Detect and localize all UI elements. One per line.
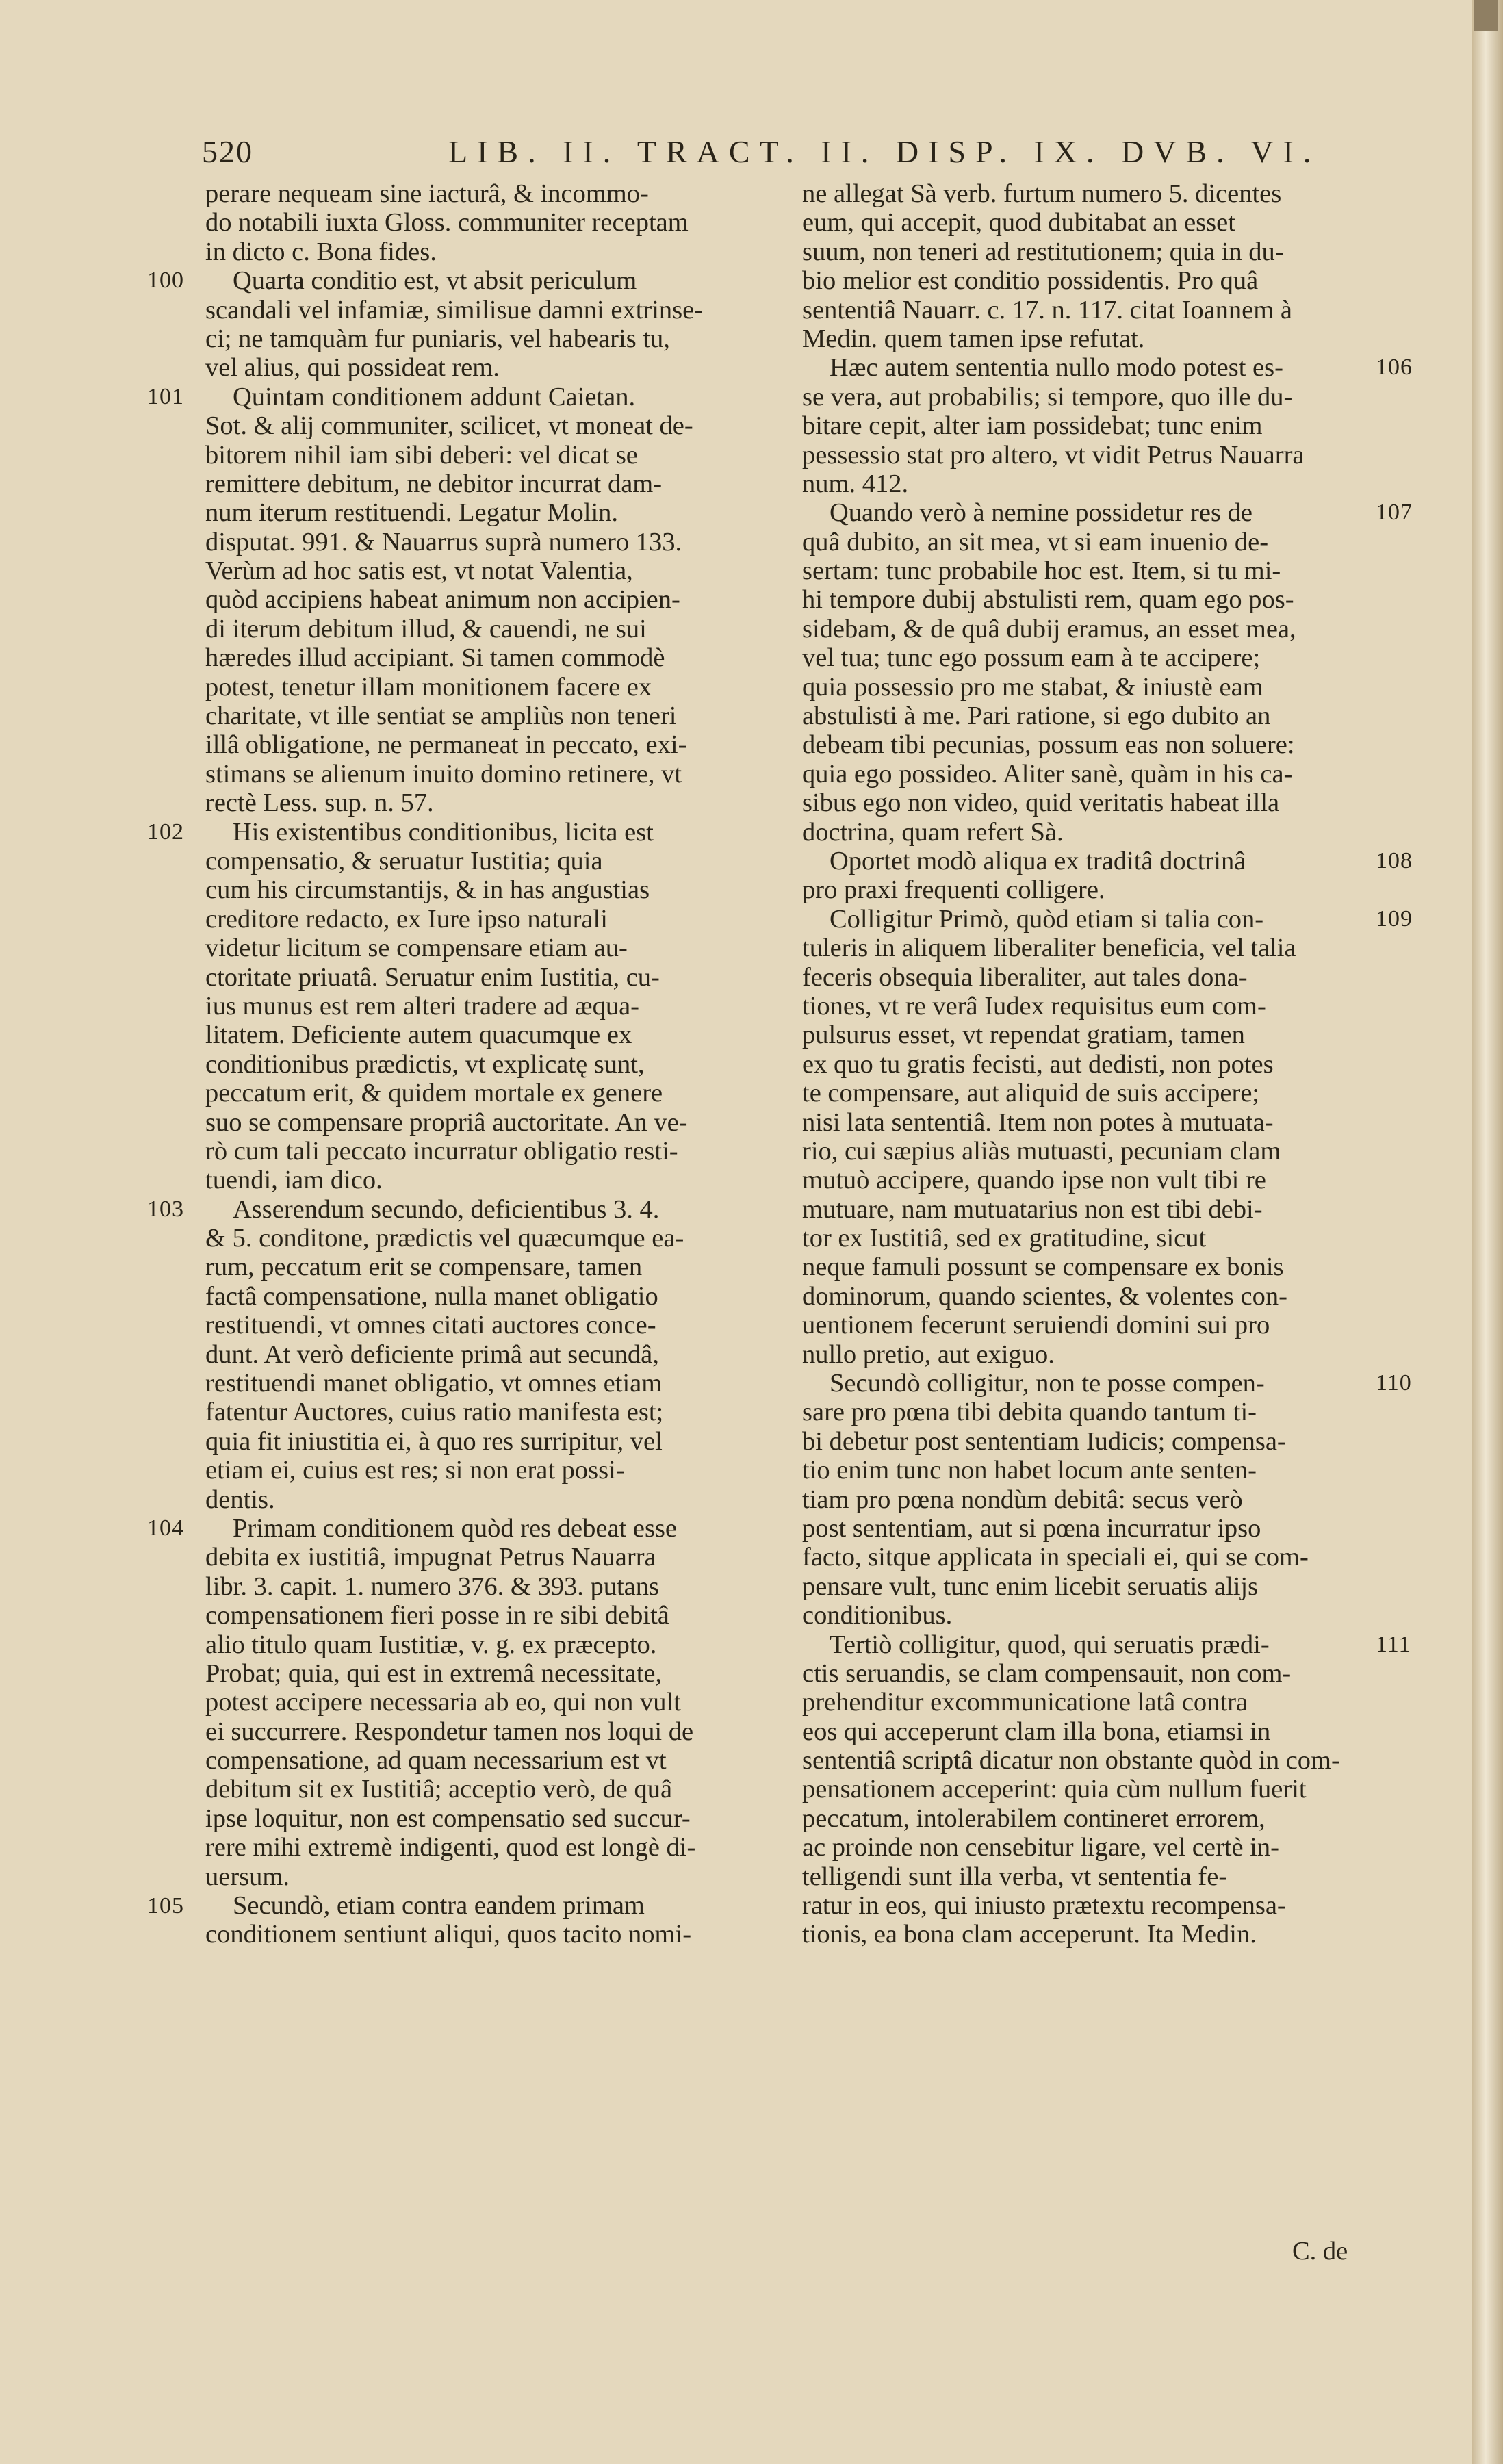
text-line: bi debetur post sententiam Iudicis; compensa-	[802, 1426, 1286, 1456]
text-line: Colligitur Primò, quòd etiam si talia con-	[830, 904, 1264, 934]
text-line: Quintam conditionem addunt Caietan.	[233, 382, 636, 411]
text-line: compensatio, & seruatur Iustitia; quia	[205, 846, 603, 875]
text-line: quia ego possideo. Aliter sanè, quàm in his ca-	[802, 759, 1293, 788]
text-line: Secundò colligitur, non te posse compen-	[830, 1369, 1265, 1398]
text-line: libr. 3. capit. 1. numero 376. & 393. putans	[205, 1571, 659, 1601]
text-line: dentis.	[205, 1485, 275, 1514]
text-line: Asserendum secundo, deficientibus 3. 4.	[233, 1194, 660, 1224]
text-line: sidebam, & de quâ dubij eramus, an esset mea,	[802, 614, 1296, 643]
page-header	[202, 133, 1406, 175]
text-line: cum his circumstantijs, & in has angustias	[205, 875, 650, 905]
text-line: Primam conditionem quòd res debeat esse	[233, 1513, 677, 1543]
text-line: tor ex Iustitiâ, sed ex gratitudine, sicut	[802, 1224, 1207, 1253]
text-line: hi tempore dubij abstulisti rem, quam ego pos-	[802, 585, 1294, 615]
text-line: bio melior est conditio possidentis. Pro quâ	[802, 266, 1259, 296]
text-line: prehenditur excommunicatione latâ contra	[802, 1688, 1248, 1717]
text-line: alio titulo quam Iustitiæ, v. g. ex præcepto.	[205, 1630, 657, 1659]
text-line: conditionibus prædictis, vt explicatę sunt,	[205, 1049, 645, 1079]
text-line: tuendi, iam dico.	[205, 1166, 383, 1195]
text-line: stimans se alienum inuito domino retinere, vt	[205, 759, 682, 788]
paragraph-number: 103	[147, 1196, 184, 1222]
text-line: ratur in eos, qui iniusto prætextu recompensa-	[802, 1891, 1286, 1921]
text-line: charitate, vt ille sentiat se ampliùs non teneri	[205, 702, 677, 731]
text-line: pulsurus esset, vt rependat gratiam, tamen	[802, 1021, 1245, 1050]
text-line: uersum.	[205, 1862, 290, 1891]
text-line: vel tua; tunc ego possum eam à te accipere;	[802, 643, 1261, 673]
text-line: quia possessio pro me stabat, & iniustè eam	[802, 672, 1263, 702]
text-line: num. 412.	[802, 469, 909, 498]
text-line: Quarta conditio est, vt absit periculum	[233, 266, 637, 296]
text-line: remittere debitum, ne debitor incurrat dam-	[205, 469, 663, 498]
text-line: Oportet modò aliqua ex traditâ doctrinâ	[830, 846, 1246, 875]
text-line: illâ obligatione, ne permaneat in peccato, exi-	[205, 730, 687, 760]
text-line: rò cum tali peccato incurratur obligatio resti-	[205, 1136, 678, 1166]
text-line: hæredes illud accipiant. Si tamen commodè	[205, 643, 665, 673]
text-line: Probat; quia, qui est in extremâ necessitate,	[205, 1658, 663, 1688]
text-line: restituendi manet obligatio, vt omnes etiam	[205, 1369, 663, 1398]
text-line: tionis, ea bona clam acceperunt. Ita Medin.	[802, 1920, 1257, 1949]
text-line: num iterum restituendi. Legatur Molin.	[205, 498, 619, 528]
text-line: telligendi sunt illa verba, vt sententia fe-	[802, 1862, 1228, 1891]
paragraph-number: 101	[147, 383, 184, 409]
text-line: doctrina, quam refert Sà.	[802, 817, 1064, 847]
text-line: ac proinde non censebitur ligare, vel certè in-	[802, 1833, 1279, 1862]
text-line: peccatum, intolerabilem contineret errorem,	[802, 1804, 1266, 1833]
catchword: C. de	[1292, 2237, 1348, 2266]
text-line: rum, peccatum erit se compensare, tamen	[205, 1253, 643, 1282]
text-line: abstulisti à me. Pari ratione, si ego dubito an	[802, 702, 1271, 731]
text-line: rio, cui sæpius aliàs mutuasti, pecuniam clam	[802, 1136, 1281, 1166]
text-line: & 5. conditone, prædictis vel quæcumque ea-	[205, 1224, 684, 1253]
text-line: ex quo tu gratis fecisti, aut dedisti, non potes	[802, 1049, 1274, 1079]
text-line: videtur licitum se compensare etiam au-	[205, 934, 628, 963]
text-line: tiones, vt re verâ Iudex requisitus eum com-	[802, 991, 1266, 1021]
text-line: sententiâ scriptâ dicatur non obstante quòd in com-	[802, 1746, 1340, 1775]
text-line: rectè Less. sup. n. 57.	[205, 788, 434, 818]
paragraph-number: 102	[147, 819, 184, 845]
text-line: quòd accipiens habeat animum non accipien-	[205, 585, 680, 615]
paragraph-number: 107	[1376, 500, 1413, 526]
text-line: uentionem fecerunt seruiendi domini sui pro	[802, 1311, 1270, 1340]
text-line: se vera, aut probabilis; si tempore, quo ille du-	[802, 382, 1293, 411]
text-line: pensare vult, tunc enim licebit seruatis alijs	[802, 1571, 1259, 1601]
text-line: ei succurrere. Respondetur tamen nos loqui de	[205, 1717, 694, 1746]
text-line: nullo pretio, aut exiguo.	[802, 1339, 1055, 1369]
right-text-column	[802, 179, 1376, 1949]
text-line: feceris obsequia liberaliter, aut tales dona-	[802, 962, 1248, 992]
paragraph-number: 106	[1376, 355, 1413, 381]
text-line: Verùm ad hoc satis est, vt notat Valentia,	[205, 556, 633, 586]
text-line: litatem. Deficiente autem quacumque ex	[205, 1021, 632, 1050]
text-line: sententiâ Nauarr. c. 17. n. 117. citat Ioannem à	[802, 295, 1292, 324]
text-line: scandali vel infamiæ, similisue damni extrinse-	[205, 295, 704, 324]
text-line: Sot. & alij communiter, scilicet, vt moneat de-	[205, 411, 693, 441]
text-line: ctoritate priuatâ. Seruatur enim Iustitia, cu-	[205, 962, 660, 992]
text-line: compensatione, ad quam necessarium est vt	[205, 1746, 667, 1775]
text-line: Tertiò colligitur, quod, qui seruatis prædi-	[830, 1630, 1270, 1659]
text-line: potest, tenetur illam monitionem facere ex	[205, 672, 652, 702]
text-line: debitum sit ex Iustitiâ; acceptio verò, de quâ	[205, 1775, 673, 1804]
text-line: Secundò, etiam contra eandem primam	[233, 1891, 645, 1921]
text-line: rere mihi extremè indigenti, quod est longè di-	[205, 1833, 696, 1862]
running-title: LIB. II. TRACT. II. DISP. IX. DVB. VI.	[448, 134, 1321, 169]
paragraph-number: 111	[1376, 1632, 1411, 1657]
text-line: eum, qui accepit, quod dubitabat an esset	[802, 208, 1235, 238]
text-line: tuleris in aliquem liberaliter beneficia, vel talia	[802, 934, 1296, 963]
text-line: te compensare, aut aliquid de suis accipere;	[802, 1079, 1260, 1108]
text-line: suum, non teneri ad restitutionem; quia in du-	[802, 237, 1284, 266]
text-line: ctis seruandis, se clam compensauit, non com-	[802, 1658, 1292, 1688]
text-line: dunt. At verò deficiente primâ aut secundâ,	[205, 1339, 659, 1369]
text-line: sibus ego non video, quid veritatis habeat illa	[802, 788, 1280, 818]
text-line: restituendi, vt omnes citati auctores conce-	[205, 1311, 656, 1340]
text-line: His existentibus conditionibus, licita est	[233, 817, 654, 847]
text-line: pro praxi frequenti colligere.	[802, 875, 1105, 905]
text-line: factâ compensatione, nulla manet obligatio	[205, 1281, 658, 1311]
paragraph-number: 104	[147, 1515, 184, 1541]
paragraph-number: 105	[147, 1892, 184, 1918]
text-line: suo se compensare propriâ auctoritate. An ve-	[205, 1107, 688, 1137]
text-line: Hæc autem sententia nullo modo potest es-	[830, 353, 1283, 383]
text-line: compensationem fieri posse in re sibi debitâ	[205, 1601, 669, 1630]
text-line: disputat. 991. & Nauarrus suprà numero 133.	[205, 527, 682, 556]
text-line: mutuare, nam mutuatarius non est tibi debi-	[802, 1194, 1263, 1224]
text-line: neque famuli possunt se compensare ex bonis	[802, 1253, 1284, 1282]
text-line: in dicto c. Bona fides.	[205, 237, 437, 266]
text-line: debita ex iustitiâ, impugnat Petrus Nauarra	[205, 1543, 656, 1572]
text-line: ipse loquitur, non est compensatio sed succur-	[205, 1804, 691, 1833]
text-line: quia fit iniustitia ei, à quo res surripitur, vel	[205, 1426, 663, 1456]
text-line: Medin. quem tamen ipse refutat.	[802, 324, 1145, 353]
paragraph-number: 110	[1376, 1370, 1412, 1396]
text-line: do notabili iuxta Gloss. communiter receptam	[205, 208, 689, 238]
text-line: Quando verò à nemine possidetur res de	[830, 498, 1252, 528]
text-line: ci; ne tamquàm fur puniaris, vel habearis tu,	[205, 324, 670, 353]
text-line: perare nequeam sine iacturâ, & incommo-	[205, 179, 649, 208]
text-line: debeam tibi pecunias, possum eas non soluere:	[802, 730, 1295, 760]
text-line: bitorem nihil iam sibi deberi: vel dicat se	[205, 440, 638, 470]
text-line: bitare cepit, alter iam possidebat; tunc enim	[802, 411, 1263, 441]
text-line: di iterum debitum illud, & cauendi, ne sui	[205, 614, 647, 643]
paragraph-number: 109	[1376, 906, 1413, 932]
text-line: quâ dubito, an sit mea, vt si eam inuenio de-	[802, 527, 1269, 556]
paragraph-number: 108	[1376, 848, 1413, 874]
text-line: vel alius, qui possideat rem.	[205, 353, 500, 383]
text-line: conditionibus.	[802, 1601, 953, 1630]
text-line: nisi lata sententiâ. Item non potes à mutuata-	[802, 1107, 1274, 1137]
next-page-edge	[1472, 0, 1503, 2464]
text-line: dominorum, quando scientes, & volentes con-	[802, 1281, 1287, 1311]
text-line: fatentur Auctores, cuius ratio manifesta est;	[205, 1398, 664, 1427]
text-line: sare pro pœna tibi debita quando tantum ti-	[802, 1398, 1257, 1427]
text-line: pessessio stat pro altero, vt vidit Petrus Nauarra	[802, 440, 1305, 470]
text-line: etiam ei, cuius est res; si non erat possi-	[205, 1456, 625, 1485]
text-line: tio enim tunc non habet locum ante senten-	[802, 1456, 1257, 1485]
text-line: ne allegat Sà verb. furtum numero 5. dicentes	[802, 179, 1282, 208]
text-line: conditionem sentiunt aliqui, quos tacito nomi-	[205, 1920, 692, 1949]
page-edge-tab	[1474, 0, 1498, 31]
text-line: post sententiam, aut si pœna incurratur ipso	[802, 1513, 1261, 1543]
text-line: facto, sitque applicata in speciali ei, qui se com-	[802, 1543, 1309, 1572]
paragraph-number: 100	[147, 268, 184, 294]
text-line: tiam pro pœna nondùm debitâ: secus verò	[802, 1485, 1243, 1514]
text-line: potest accipere necessaria ab eo, qui non vult	[205, 1688, 681, 1717]
text-line: mutuò accipere, quando ipse non vult tibi re	[802, 1166, 1266, 1195]
text-line: eos qui acceperunt clam illa bona, etiamsi in	[802, 1717, 1271, 1746]
page-number: 520	[202, 134, 253, 169]
text-line: sertam: tunc probabile hoc est. Item, si tu mi-	[802, 556, 1281, 586]
text-line: pensationem acceperint: quia cùm nullum fuerit	[802, 1775, 1307, 1804]
text-line: ius munus est rem alteri tradere ad æqua-	[205, 991, 639, 1021]
left-text-column	[205, 179, 763, 1949]
text-line: creditore redacto, ex Iure ipso naturali	[205, 904, 608, 934]
text-line: peccatum erit, & quidem mortale ex genere	[205, 1079, 663, 1108]
